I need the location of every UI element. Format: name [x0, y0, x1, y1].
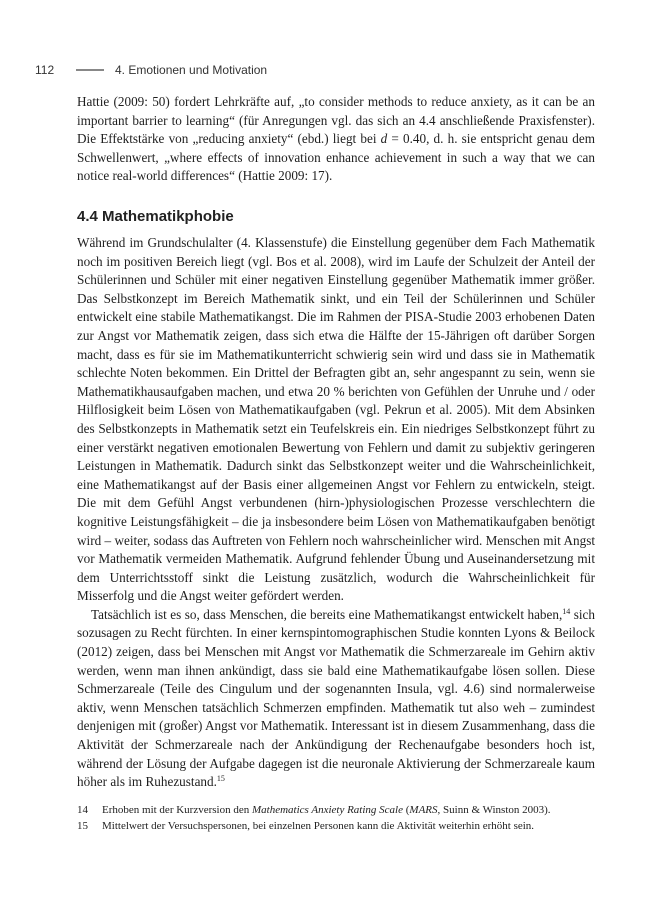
intro-paragraph: [77, 93, 595, 186]
footnote-ref-15[interactable]: 15: [216, 774, 225, 784]
section-paragraph-1: Während im Grundschulalter (4. Klassenstufe) die Einstellung gegenüber dem Fach Mathematik noch im positiven Bereich liegt (vgl. Bos et al. 2008), wird im Laufe der Schulzeit der Anteil der Schülerinnen und Schüler mit einer negativen Einstellung gegenüber Mathematik immer größer. Das Selbstkonzept im Bereich Mathematik sinkt, und ein Teil der Schülerinnen und Schüler entwickelt eine stabile Mathematikangst. Die im Rahmen der PISA-Studie 2003 erhobenen Daten zur Angst vor Mathematik zeigen, dass sich etwa die Hälfte der 15-Jährigen oft darüber Sorgen macht, dass es für sie im Mathematikunterricht schwierig sein wird und dass sie in Mathematik schlechte Noten bekommen. Ein Drittel der Befragten gibt an, sehr angespannt zu sein, wenn sie Mathematikhausaufgaben machen, und etwa 20 % berichten von Gefühlen der Unruhe und / oder Hilflosigkeit beim Lösen von Mathematikaufgaben (vgl. Pekrun et al. 2005). Mit dem Absinken des Selbstkonzepts in Mathematik setzt ein Teufelskreis ein. Ein niedriges Selbstkonzept führt zu einer verstärkt negativen emotionalen Bewertung von Fehlern und damit zu subjektiv geringeren Leistungen in Mathematik. Dadurch sinkt das Selbstkonzept weiter und die Wahrscheinlichkeit, eine Mathematikangst auf der Basis einer allgemeinen Angst vor Fehlern zu entwickeln, steigt. Die mit dem Gefühl Angst verbundenen (hirn-)physiologischen Prozesse verschlechtern die kognitive Leistungsfähigkeit – die ja insbesondere beim Lösen von Mathematikaufgaben benötigt wird – weiter, sodass das Auftreten von Fehlern noch wahrscheinlicher wird. Menschen mit Angst vor Mathematik vermeiden Mathematik. Aufgrund fehlender Übung und Auseinandersetzung mit dem Unterrichtsstoff sinkt die Leistung zusätzlich, wodurch die Wahrscheinlichkeit für Misserfolg und die Angst weiter gefördert werden.: [77, 235, 595, 604]
footnote-ref-14[interactable]: 14: [562, 606, 571, 616]
section-heading: 4.4 Mathematikphobie: [77, 208, 234, 225]
footnote-text: Erhoben mit der Kurzversion den: [102, 804, 252, 816]
section-body: [77, 234, 595, 792]
footnote-text: Mittelwert der Versuchspersonen, bei einzelnen Personen kann die Aktivität weiterhin erhöht sein.: [102, 820, 535, 832]
paragraph2-text-part1: Tatsächlich ist es so, dass Menschen, die bereits eine Mathematikangst entwickelt haben,: [91, 606, 563, 622]
footnote-14: [77, 802, 617, 818]
section-paragraph-2: [77, 606, 595, 792]
footnote-text: (: [403, 804, 410, 816]
page-number: 112: [35, 63, 55, 77]
footnote-text: , Suinn & Winston 2003).: [437, 804, 551, 816]
intro-text-part1: Hattie (2009: 50) fordert Lehrkräfte auf, „to consider methods to reduce anxiety, as it can be an important barrier to learning“ (für Anregungen vgl. das sich an 4.4 anschließende Praxisfenster). Die Effektstärke von „reducing anxiety“ (ebd.) liegt bei: [77, 94, 595, 147]
footnote-15: [77, 818, 617, 834]
paragraph2-text-part2: sich sozusagen zu Recht fürchten. In einer kernspintomographischen Studie konnten Lyons & Beilock (2012) zeigen, dass bei Menschen mit Angst vor Mathematik die Schmerzareale im Gehirn aktiv werden, wenn man ihnen ankündigt, dass sie bald eine Mathematikaufgabe lösen sollen. Diese Schmerzareale (Teile des Cingulum und der sogenannten Insula, vgl. 4.6) sind normalerweise aktiv, wenn Menschen tatsächlich Schmerzen empfinden. Mathematik tut also weh – zumindest denjenigen mit (großer) Angst vor Mathematik. Interessant ist in diesem Zusammenhang, dass die Aktivität der Schmerzareale nach der Ankündigung der Rechenaufgabe besonders hoch ist, während der Lösung der Aufgabe dagegen ist die neuronale Aktivierung der Schmerzareale kaum höher als im Ruhezustand.: [77, 606, 596, 790]
chapter-title: 4. Emotionen und Motivation: [115, 63, 268, 77]
footnote-number: 14: [77, 804, 88, 816]
footnotes: [77, 802, 617, 834]
intro-text-part2: = 0.40, d. h. sie entspricht genau dem Schwellenwert, „where effects of innovation enhance achievement in such a way that we can notice real-world differences“ (Hattie 2009: 17).: [77, 131, 595, 184]
footnote-scale-name: Mathematics Anxiety Rating Scale: [251, 804, 403, 816]
effect-size-symbol: d: [380, 131, 388, 147]
footnote-scale-abbr: MARS: [409, 804, 438, 816]
footnote-number: 15: [77, 820, 88, 832]
running-header: [35, 63, 615, 79]
header-rule: [76, 69, 104, 71]
